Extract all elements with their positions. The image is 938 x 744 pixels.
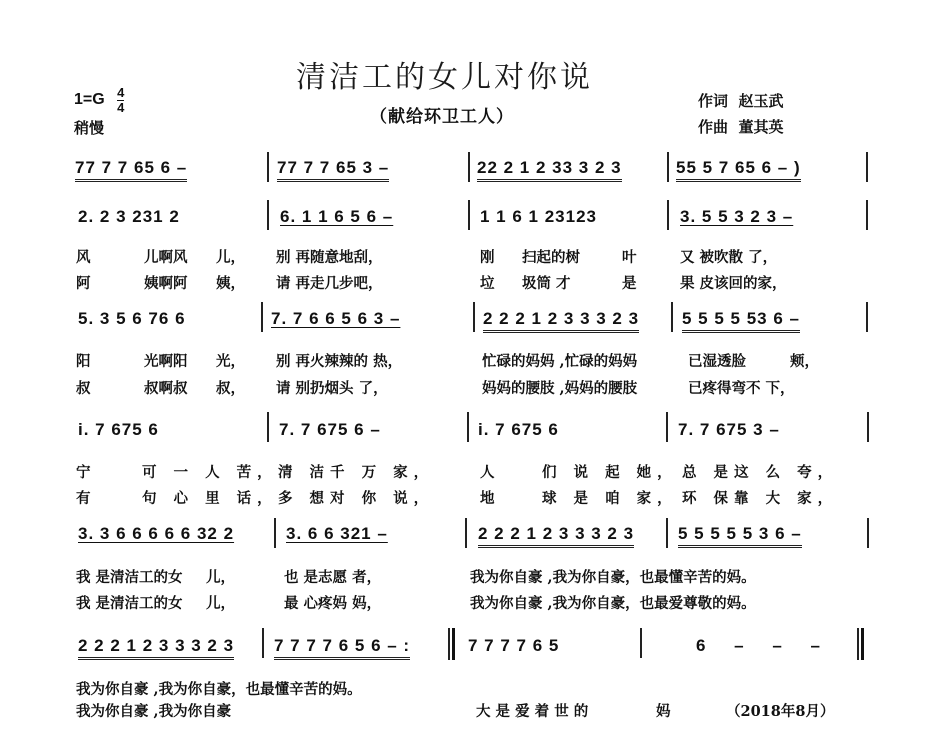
lyric: 妈妈的腰肢 ,妈妈的腰肢 (482, 380, 638, 397)
measure: 6. 1 1 6 5 6 – (280, 207, 394, 226)
key-signature (74, 86, 124, 114)
lyric: 儿啊风 (144, 249, 188, 266)
measure: 7. 7 675 6 – (279, 420, 381, 439)
lyric-verse-1 (76, 350, 819, 371)
lyric: 垃 (480, 275, 495, 292)
lyric-verse-2 (76, 487, 838, 508)
lyric: 我 是清洁工的女 (76, 595, 183, 612)
barline (666, 412, 668, 442)
lyric: 句 心 里 话， (142, 490, 278, 507)
lyric: 们 说 起 她， (542, 464, 678, 481)
lyric: 叔， (216, 380, 245, 397)
lyric-verse-2 (76, 377, 795, 398)
lyric: 儿， (216, 249, 245, 266)
lyric: 我 是清洁工的女 (76, 569, 183, 586)
lyric: 叔 (76, 380, 91, 397)
lyric: 又 被吹散 了， (680, 249, 778, 266)
measure: 2 2 2 1 2 3 3 3 2 3 (78, 636, 234, 660)
barline (640, 628, 642, 658)
lyric: 叔啊叔 (144, 380, 188, 397)
lyric: 光， (216, 353, 245, 370)
key-label: 1=G (74, 91, 105, 109)
barline (267, 152, 269, 182)
lyricist-label: 作词 (698, 92, 729, 110)
date-note: （2018年8月） (726, 703, 835, 720)
lyricist-credit (698, 90, 783, 111)
lyric: 球 是 咱 家， (542, 490, 678, 507)
lyric: 阳 (76, 353, 91, 370)
barline (866, 152, 868, 182)
time-signature (117, 86, 124, 114)
repeat-end-barline (452, 628, 455, 660)
lyric: 多 想对 你 说， (278, 490, 435, 507)
barline (667, 152, 669, 182)
lyric: 扫起的树 (522, 249, 580, 266)
time-signature-denominator: 4 (117, 100, 125, 115)
barline (262, 628, 264, 658)
lyric: 请 再走几步吧， (276, 275, 383, 292)
composer-name: 董其英 (738, 118, 784, 136)
lyric: 忙碌的妈妈 ,忙碌的妈妈 (482, 353, 638, 370)
barline (468, 200, 470, 230)
barline (866, 302, 868, 332)
lyric: 已湿透脸 (688, 353, 746, 370)
lyric: 清 洁千 万 家， (278, 464, 435, 481)
lyric: 叶 (622, 249, 637, 266)
lyric: 环 保靠 大 家， (682, 490, 839, 507)
lyric: 最 心疼妈 妈， (284, 595, 382, 612)
barline (465, 518, 467, 548)
measure: 2. 2 3 231 2 (78, 207, 180, 226)
lyric: 人 (480, 464, 501, 481)
barline (473, 302, 475, 332)
lyric: 地 (480, 490, 501, 507)
song-title: 清洁工的女儿对你说 (296, 60, 593, 95)
song-subtitle: （献给环卫工人） (370, 107, 514, 127)
measure: 7. 7 675 3 – (678, 420, 780, 439)
lyric: 有 (76, 490, 97, 507)
barline (866, 200, 868, 230)
barline (666, 518, 668, 548)
measure: 6 – – – (696, 636, 821, 655)
measure: 55 5 7 65 6 – ) (676, 158, 801, 182)
lyricist-name: 赵玉武 (738, 92, 784, 110)
measure: 3. 5 5 3 2 3 – (680, 207, 794, 226)
barline (261, 302, 263, 332)
barline (468, 152, 470, 182)
measure: 5. 3 5 6 76 6 (78, 309, 186, 328)
lyric: 儿， (206, 569, 235, 586)
lyric: 可 一 人 苦， (142, 464, 278, 481)
lyric-verse-2-clipped (76, 700, 876, 720)
tempo-marking: 稍慢 (74, 119, 105, 137)
final-thick-barline (861, 628, 864, 660)
measure: i. 7 675 6 (78, 420, 159, 439)
measure: 7 7 7 7 6 5 (468, 636, 560, 655)
measure: i. 7 675 6 (478, 420, 559, 439)
barline (867, 412, 869, 442)
lyric: 刚 (480, 249, 495, 266)
lyric: 大 是 爱 着 世 的 (476, 703, 589, 720)
barline (867, 518, 869, 548)
lyric: 宁 (76, 464, 97, 481)
repeat-end-thin-barline (448, 628, 450, 660)
lyric: 妈 (656, 703, 671, 720)
barline (267, 412, 269, 442)
lyric: 也 是志愿 者， (284, 569, 382, 586)
lyric: 颊， (790, 353, 819, 370)
composer-label: 作曲 (698, 118, 729, 136)
lyric: 儿， (206, 595, 235, 612)
measure: 7 7 7 7 6 5 6 – : (274, 636, 410, 660)
measure: 3. 6 6 321 – (286, 524, 388, 543)
lyric: 别 再随意地刮， (276, 249, 383, 266)
lyric: 我为你自豪 ,我为你自豪，也最懂辛苦的妈。 (76, 681, 362, 698)
lyric: 请 别扔烟头 了， (276, 380, 388, 397)
final-thin-barline (857, 628, 859, 660)
lyric: 我为你自豪 ,我为你自豪 (76, 703, 232, 720)
measure: 3. 3 6 6 6 6 6 32 2 (78, 524, 235, 543)
measure: 77 7 7 65 3 – (277, 158, 389, 182)
lyric: 我为你自豪 ,我为你自豪，也最懂辛苦的妈。 (470, 569, 756, 586)
lyric-verse-1 (76, 246, 777, 267)
lyric-verse-1 (76, 566, 756, 587)
measure: 5 5 5 5 5 3 6 – (678, 524, 802, 548)
lyric: 姨啊阿 (144, 275, 188, 292)
lyric: 风 (76, 249, 91, 266)
lyric: 姨， (216, 275, 245, 292)
barline (667, 200, 669, 230)
measure: 5 5 5 5 53 6 – (682, 309, 800, 333)
barline (671, 302, 673, 332)
measure: 2 2 2 1 2 3 3 3 2 3 (478, 524, 634, 548)
composer-credit (698, 116, 783, 137)
lyric: 已疼得弯不 下， (688, 380, 795, 397)
barline (274, 518, 276, 548)
time-signature-numerator: 4 (117, 85, 125, 100)
lyric: 圾筒 才 (522, 275, 571, 292)
measure: 22 2 1 2 33 3 2 3 (477, 158, 622, 182)
barline (267, 200, 269, 230)
lyric-verse-2 (76, 272, 787, 293)
measure: 7. 7 6 6 5 6 3 – (271, 309, 401, 328)
barline (467, 412, 469, 442)
lyric: 别 再火辣辣的 热， (276, 353, 403, 370)
measure: 77 7 7 65 6 – (75, 158, 187, 182)
lyric-verse-1 (76, 461, 838, 482)
lyric: 我为你自豪 ,我为你自豪，也最爱尊敬的妈。 (470, 595, 756, 612)
lyric-verse-1 (76, 678, 362, 699)
lyric: 光啊阳 (144, 353, 188, 370)
lyric: 是 (622, 275, 637, 292)
measure: 1 1 6 1 23123 (480, 207, 597, 226)
lyric: 总 是这 么 夸， (682, 464, 839, 481)
measure: 2 2 2 1 2 3 3 3 2 3 (483, 309, 639, 333)
lyric-verse-2 (76, 592, 756, 613)
lyric: 阿 (76, 275, 91, 292)
lyric: 果 皮该回的家， (680, 275, 787, 292)
